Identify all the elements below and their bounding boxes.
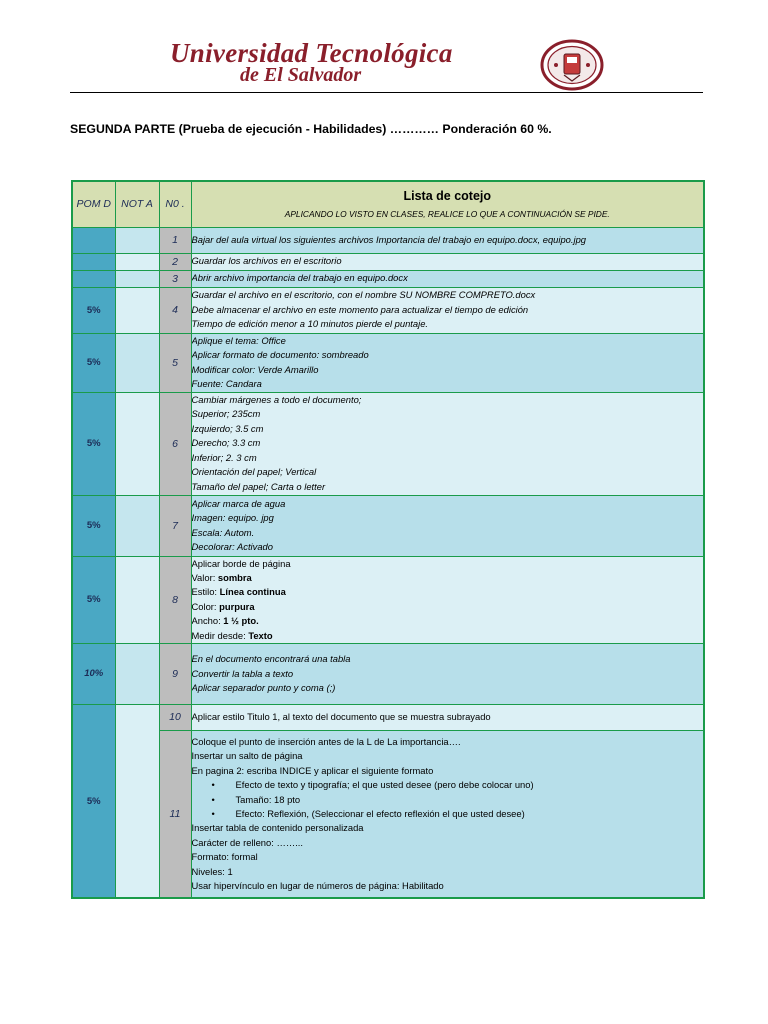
header-pond: POM D [72,181,115,227]
description-line [192,629,704,643]
row-pond: 5% [72,495,115,556]
row-pond: 5% [72,704,115,898]
line-value: Línea continua [219,586,286,598]
table-row [72,253,704,270]
row-description [191,392,704,495]
line-label: Aplicar borde de página [191,557,291,569]
row-nota [115,253,159,270]
row-number: 9 [159,643,191,704]
description-line: Convertir la tabla a texto [191,667,294,679]
line-value: sombra [217,571,252,583]
row-number: 11 [159,730,191,898]
description-line [192,557,704,571]
description-line: Cambiar márgenes a todo el documento; [191,394,362,406]
row-description [191,556,704,643]
line-label: Ancho: [191,615,224,627]
checklist-subtitle: APLICANDO LO VISTO EN CLASES, REALICE LO QUE A CONTINUACIÓN SE PIDE. [284,209,610,220]
table-row [72,730,704,898]
bullet-text: Efecto: Reflexión, (Seleccionar el efecto reflexión el que usted desee) [235,807,525,819]
table-row [72,392,704,495]
row-nota [115,495,159,556]
description-line: Escala: Autom. [191,526,255,538]
table-row [72,270,704,287]
header-number: N0 . [159,181,191,227]
row-number: 3 [159,270,191,287]
description-line: Aplicar separador punto y coma (;) [191,682,336,694]
line-label: Estilo: [191,586,220,598]
row-description [191,287,704,333]
description-line: Insertar un salto de página [191,750,303,762]
table-row [72,333,704,392]
bullet-icon: • [211,807,215,819]
line-value: 1 ½ pto. [223,615,259,627]
row-number: 5 [159,333,191,392]
table-header-row [72,181,704,227]
row-pond: 5% [72,287,115,333]
description-line: Abrir archivo importancia del trabajo en equipo.docx [191,272,408,284]
description-line: Orientación del papel; Vertical [191,466,317,478]
row-pond [72,227,115,253]
row-description [191,495,704,556]
row-nota [115,227,159,253]
row-pond: 5% [72,333,115,392]
description-line [192,614,704,628]
university-name: Universidad Tecnológica [170,38,453,68]
bullet-item [192,778,704,792]
description-line: Fuente: Candara [191,377,262,389]
description-line: Imagen: equipo. jpg [191,512,274,524]
row-pond: 10% [72,643,115,704]
row-description [191,643,704,704]
description-line: Modificar color: Verde Amarillo [191,363,319,375]
description-line: Tiempo de edición menor a 10 minutos pierde el puntaje. [191,318,429,330]
description-line [192,571,704,585]
description-line [192,600,704,614]
checklist-title: Lista de cotejo [403,189,492,204]
description-line: Debe almacenar el archivo en este momento para actualizar el tiempo de edición [191,303,529,315]
description-line: En pagina 2: escriba INDICE y aplicar el siguiente formato [191,764,434,776]
row-pond [72,253,115,270]
bullet-icon: • [211,793,215,805]
university-seal-icon [540,39,604,91]
row-pond: 5% [72,556,115,643]
table-row [72,643,704,704]
description-line: Guardar el archivo en el escritorio, con el nombre SU NOMBRE COMPRETO.docx [191,289,536,301]
university-location: de El Salvador [240,64,362,86]
row-number: 2 [159,253,191,270]
bullet-text: Efecto de texto y tipografía; el que usted desee (pero debe colocar uno) [235,779,534,791]
line-value: Texto [248,629,273,641]
row-nota [115,333,159,392]
header-nota: NOT A [115,181,159,227]
description-line: Aplicar estilo Titulo 1, al texto del documento que se muestra subrayado [191,711,491,723]
description-line: Aplique el tema: Office [191,334,286,346]
line-value: purpura [219,600,255,612]
description-line: Formato: formal [191,851,258,863]
row-number: 1 [159,227,191,253]
row-description [191,227,704,253]
row-number: 7 [159,495,191,556]
table-row [72,227,704,253]
checklist-table [71,180,705,899]
row-nota [115,287,159,333]
row-number: 8 [159,556,191,643]
row-description [191,270,704,287]
bullet-item [192,807,704,821]
description-line: Niveles: 1 [191,865,233,877]
row-number: 6 [159,392,191,495]
row-description [191,730,704,898]
description-line: Decolorar: Activado [191,540,273,552]
row-number: 4 [159,287,191,333]
row-pond: 5% [72,392,115,495]
row-nota [115,556,159,643]
table-row [72,495,704,556]
description-line: Derecho; 3.3 cm [191,437,261,449]
line-label: Color: [191,600,220,612]
description-line: Bajar del aula virtual los siguientes archivos Importancia del trabajo en equipo.docx, equipo.jpg [191,233,587,245]
bullet-text: Tamaño: 18 pto [235,793,301,805]
description-line: Insertar tabla de contenido personalizada [191,822,364,834]
description-line: Coloque el punto de inserción antes de la L de La importancia…. [191,735,461,747]
table-row [72,287,704,333]
table-row [72,556,704,643]
section-title: SEGUNDA PARTE (Prueba de ejecución - Habilidades) ………… Ponderación 60 %. [70,122,552,136]
row-nota [115,704,159,898]
description-line: Guardar los archivos en el escritorio [191,255,342,267]
line-label: Valor: [191,571,218,583]
row-nota [115,643,159,704]
line-label: Medir desde: [191,629,249,641]
row-number: 10 [159,704,191,730]
description-line: Aplicar formato de documento: sombreado [191,349,369,361]
row-description [191,253,704,270]
description-line: Carácter de relleno: ……... [191,836,304,848]
row-pond [72,270,115,287]
description-line: En el documento encontrará una tabla [191,653,351,665]
document-header [70,30,703,93]
row-description [191,704,704,730]
bullet-item [192,793,704,807]
table-row [72,704,704,730]
description-line: Tamaño del papel; Carta o letter [191,480,326,492]
description-line: Inferior; 2. 3 cm [191,451,257,463]
description-line: Izquierdo; 3.5 cm [191,422,264,434]
row-nota [115,270,159,287]
description-line: Aplicar marca de agua [191,497,286,509]
bullet-icon: • [211,779,215,791]
row-nota [115,392,159,495]
description-line: Usar hipervínculo en lugar de números de página: Habilitado [191,880,444,892]
description-line: Superior; 235cm [191,408,261,420]
header-title-cell [191,181,704,227]
row-description [191,333,704,392]
description-line [192,585,704,599]
